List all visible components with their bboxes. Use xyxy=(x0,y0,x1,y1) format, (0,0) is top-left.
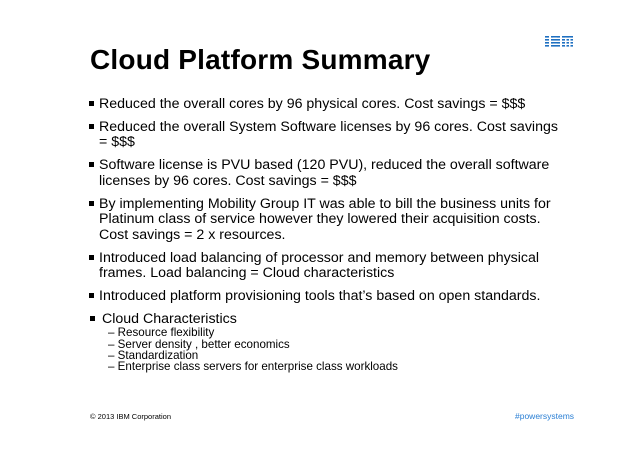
bullet-text: Software license is PVU based (120 PVU), reduced the overall software licenses by 96 cores. Cost savings = $$$ xyxy=(99,157,550,189)
bullet-item xyxy=(89,97,559,113)
bullet-square-icon xyxy=(89,124,94,129)
bullet-text: Introduced platform provisioning tools that’s based on open standards. xyxy=(99,287,541,304)
bullet-item xyxy=(89,312,559,373)
bullet-item xyxy=(89,289,559,305)
bullet-square-icon xyxy=(89,162,94,167)
sub-bullet-item: – Standardization xyxy=(108,349,199,363)
bullet-item xyxy=(89,197,559,244)
bullet-square-icon xyxy=(89,293,94,298)
bullet-square-icon xyxy=(89,101,94,106)
bullet-text: Introduced load balancing of processor and memory between physical frames. Load balancing = Cloud characteristics xyxy=(99,249,540,282)
bullet-item xyxy=(89,251,559,282)
sub-bullet-item: – Server density , better economics xyxy=(108,337,290,351)
bullet-item xyxy=(89,158,559,189)
bullet-text: Reduced the overall System Software licenses by 96 cores. Cost savings = $$$ xyxy=(99,118,558,151)
bullet-item xyxy=(89,120,559,151)
bullet-list xyxy=(89,97,559,373)
sub-bullet-item: – Resource flexibility xyxy=(108,326,215,340)
sub-bullet-item: – Enterprise class servers for enterprise class workloads xyxy=(108,360,398,374)
bullet-square-icon xyxy=(89,201,94,206)
bullet-text: Reduced the overall cores by 96 physical cores. Cost savings = $$$ xyxy=(99,96,526,112)
bullet-square-icon xyxy=(89,255,94,260)
sub-bullet-list xyxy=(102,327,559,373)
bullet-text: By implementing Mobility Group IT was able to bill the business units for Platinum class of service however they lowered their acquisition costs. Cost savings = 2 x resources. xyxy=(99,195,551,243)
ibm-logo xyxy=(545,34,575,50)
copyright-text: © 2013 IBM Corporation xyxy=(90,412,171,421)
hashtag-text: #powersystems xyxy=(515,411,575,421)
slide-title: Cloud Platform Summary xyxy=(90,44,431,75)
bullet-text: Cloud Characteristics xyxy=(102,310,237,327)
bullet-square-icon xyxy=(90,316,95,321)
